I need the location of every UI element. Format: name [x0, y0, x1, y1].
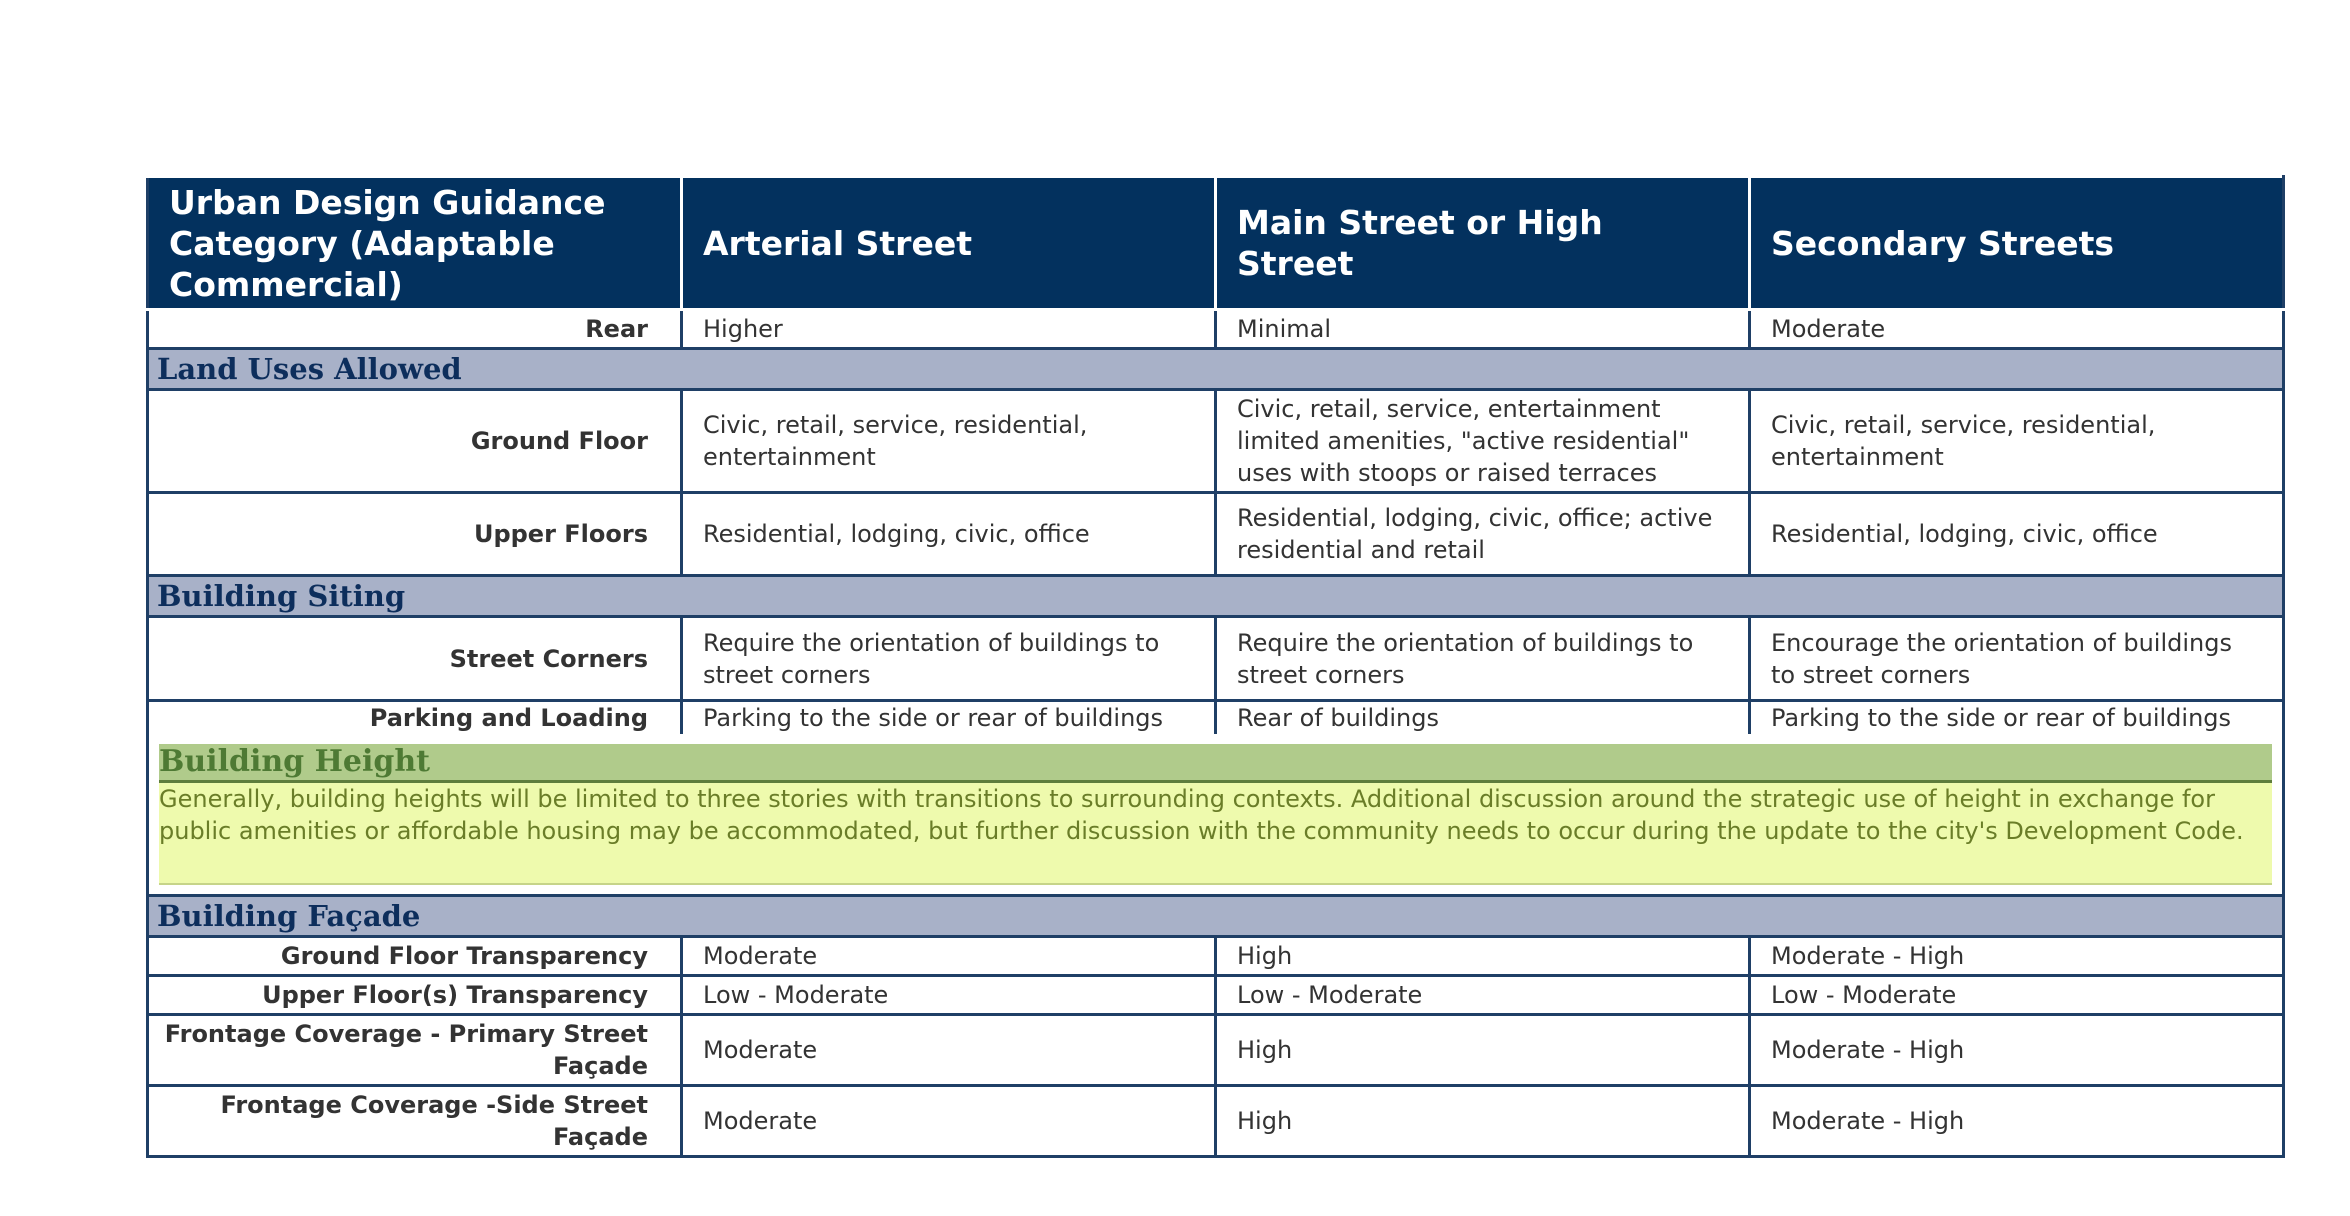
cell-secondary: Moderate - High [1750, 1015, 2284, 1086]
urban-design-guidance-table [146, 175, 2285, 1158]
cell-main: High [1216, 1086, 1750, 1157]
cell-secondary: Encourage the orientation of buildings to street corners [1750, 617, 2284, 701]
cell-main: High [1216, 937, 1750, 976]
cell-secondary: Residential, lodging, civic, office [1750, 493, 2284, 576]
cell-secondary: Parking to the side or rear of buildings [1750, 701, 2284, 735]
section-row [148, 896, 2284, 937]
table-row [148, 493, 2284, 576]
cell-arterial: Low - Moderate [682, 976, 1216, 1015]
building-height-row [148, 734, 2284, 896]
table-row [148, 701, 2284, 735]
table-row [148, 617, 2284, 701]
cell-arterial: Moderate [682, 937, 1216, 976]
cell-arterial: Moderate [682, 1015, 1216, 1086]
section-title-building-siting: Building Siting [148, 576, 2284, 617]
cell-secondary: Low - Moderate [1750, 976, 2284, 1015]
table-row [148, 390, 2284, 493]
header-category: Urban Design Guidance Category (Adaptable Commercial) [148, 177, 682, 310]
header-secondary-streets: Secondary Streets [1750, 177, 2284, 310]
cell-secondary: Civic, retail, service, residential, entertainment [1750, 390, 2284, 493]
cell-main: Rear of buildings [1216, 701, 1750, 735]
header-main-street: Main Street or High Street [1216, 177, 1750, 310]
building-height-cell [148, 734, 2284, 896]
cell-arterial: Parking to the side or rear of buildings [682, 701, 1216, 735]
cell-main: High [1216, 1015, 1750, 1086]
building-height-text: Generally, building heights will be limited to three stories with transitions to surrounding contexts. Additional discussion around the strategic use of height in exchange for public amenities or affordable housing may be accommodated, but further discussion with the community needs to occur during the update to the city's Development Code. [159, 783, 2272, 885]
row-label: Parking and Loading [148, 701, 682, 735]
cell-main: Civic, retail, service, entertainment limited amenities, "active residential" uses with stoops or raised terraces [1216, 390, 1750, 493]
cell-secondary: Moderate [1750, 310, 2284, 349]
table-header-row [148, 177, 2284, 310]
building-height-title: Building Height [159, 744, 2272, 783]
table-row [148, 976, 2284, 1015]
cell-arterial: Moderate [682, 1086, 1216, 1157]
cell-secondary: Moderate - High [1750, 937, 2284, 976]
building-height-callout [149, 734, 2282, 894]
cell-arterial: Civic, retail, service, residential, entertainment [682, 390, 1216, 493]
row-label: Ground Floor [148, 390, 682, 493]
row-label: Upper Floor(s) Transparency [148, 976, 682, 1015]
table-row [148, 1086, 2284, 1157]
section-title-land-uses: Land Uses Allowed [148, 349, 2284, 390]
table-row [148, 937, 2284, 976]
row-label: Frontage Coverage -Side Street Façade [148, 1086, 682, 1157]
table-row [148, 310, 2284, 349]
cell-arterial: Higher [682, 310, 1216, 349]
cell-arterial: Require the orientation of buildings to street corners [682, 617, 1216, 701]
row-label: Street Corners [148, 617, 682, 701]
row-label: Frontage Coverage - Primary Street Façade [148, 1015, 682, 1086]
cell-main: Low - Moderate [1216, 976, 1750, 1015]
cell-main: Residential, lodging, civic, office; active residential and retail [1216, 493, 1750, 576]
row-label: Rear [148, 310, 682, 349]
section-row [148, 576, 2284, 617]
table-row [148, 1015, 2284, 1086]
header-arterial-street: Arterial Street [682, 177, 1216, 310]
cell-main: Require the orientation of buildings to street corners [1216, 617, 1750, 701]
section-title-building-facade: Building Façade [148, 896, 2284, 937]
cell-main: Minimal [1216, 310, 1750, 349]
row-label: Ground Floor Transparency [148, 937, 682, 976]
cell-arterial: Residential, lodging, civic, office [682, 493, 1216, 576]
row-label: Upper Floors [148, 493, 682, 576]
cell-secondary: Moderate - High [1750, 1086, 2284, 1157]
section-row [148, 349, 2284, 390]
